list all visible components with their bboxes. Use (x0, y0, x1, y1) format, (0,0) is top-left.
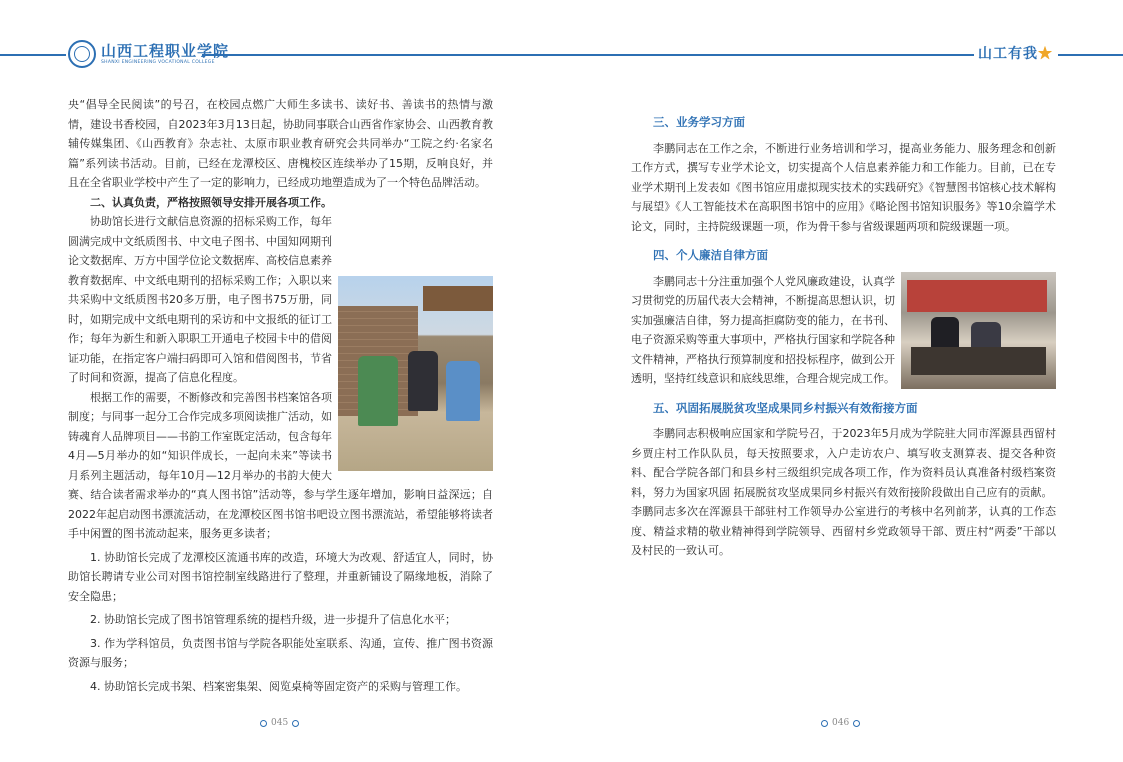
logo-chinese-name: 山西工程职业学院 (101, 41, 230, 60)
right-page (631, 113, 1056, 561)
paragraph-rural: 李鹏同志积极响应国家和学院号召，于2023年5月成为学院驻大同市浑源县西留村乡贾庄村工作队队员，每天按照要求，入户走访农户、填写收支测算表、提交各种资料、配合学院各部门和县乡村三级组织完成各项工作，作为资料员认真准备村级档案资料，努力为国家巩固 拓展脱贫攻坚成果同乡村振兴有效衔接阶段做出自己应有的贡献。 (631, 427, 1056, 499)
paragraph-procurement-text: 协助馆长进行文献信息资源的招标采购工作，每年圆满完成中文纸质图书、中文电子图书、中国知网期刊论文数据库、万方中国学位论文数据库、高校信息素养教育数据库、中文纸电期刊的招标采购工作；入职以来共采购中文纸质图书20多万册，电子图书75万册，同时，如期完成中文纸电期刊的采访和中文报纸的征订工作；每年为新生和新入职职工开通电子校园卡中的借阅证功能，在指定客户端扫码即可入馆和借阅图书，节省了时间和资源，提高了信息化程度。 (68, 215, 332, 384)
list-item: 3. 作为学科馆员，负责图书馆与学院各职能处室联系、沟通，宣传、推广图书资源资源与服务； (68, 636, 493, 669)
paragraph-rural-2: 李鹏同志多次在浑源县干部驻村工作领导办公室进行的考核中名列前茅，认真的工作态度、精益求精的敬业精神得到学院领导、西留村乡党政领导干部、贾庄村“两委”干部以及村民的一致认可。 (631, 505, 1056, 557)
list-item: 2. 协助馆长完成了图书馆管理系统的提档升级，进一步提升了信息化水平； (90, 613, 456, 626)
logo-english-name: SHANXI ENGINEERING VOCATIONAL COLLEGE (101, 59, 215, 65)
college-seal-icon (68, 40, 96, 68)
section-heading-4: 四、个人廉洁自律方面 (653, 248, 768, 262)
intro-paragraph: 央“倡导全民阅读”的号召，在校园点燃广大师生多读书、读好书、善读书的热情与激情，建设书香校园，自2023年3月13日起，协助同事联合山西省作家协会、山西教育教辅传媒集团、《山西教育》杂志社、太原市职业教育研究会共同举办“工院之约·名家名篇”系列读书活动。目前，已经在龙潭校区、唐槐校区连续举办了15期，反响良好，并且在全省职业学校中产生了一定的影响力，已经成功地塑造成为了一个特色品牌活动。 (68, 98, 493, 189)
header-rule-middle (202, 54, 974, 56)
village-visit-photo (338, 276, 493, 471)
slogan (978, 43, 1053, 63)
header-rule-right (1058, 54, 1123, 56)
page-number-right: 046 (817, 718, 864, 728)
college-logo (68, 40, 229, 68)
header-rule-left (0, 54, 66, 56)
slogan-text: 山工有我 (978, 46, 1038, 62)
paragraph-procurement (68, 212, 493, 388)
slogan-star-icon: ★ (1038, 46, 1053, 62)
paragraph-study: 李鹏同志在工作之余，不断进行业务培训和学习，提高业务能力、服务理念和创新工作方式，撰写专业学术论文，切实提高个人信息素养能力和工作能力。目前，已在专业学术期刊上发表如《图书馆应用虚拟现实技术的实践研究》《智慧图书馆核心技术解构与展望》《人工智能技术在高职图书馆中的应用》《略论图书馆知识服务》等10余篇学术论文，同时，主持院级课题一项，作为骨干参与省级课题两项和院级课题一项。 (631, 141, 1056, 233)
section-heading-2: 二、认真负责，严格按照领导安排开展各项工作。 (90, 195, 332, 209)
paragraph-integrity-text: 李鹏同志十分注重加强个人党风廉政建设，认真学习贯彻党的历届代表大会精神，不断提高思想认识，切实加强廉洁自律，努力提高拒腐防变的能力，在书刊、电子资源采购等重大事项中，严格执行国家和学院各种文件精神，严格执行预算制度和招投标程序，做到公开透明，坚持红线意识和底线思维，合理合规完成工作。 (631, 274, 895, 385)
paragraph-activities: 根据工作的需要，不断修改和完善图书档案馆各项制度；与同事一起分工合作完成多项阅读推广活动，如铸魂育人品牌项目——书韵工作室既定活动，包含每年4月—5月举办的如“知识伴成长，一起向未来”等读书月系列主题活动，每年10月—12月举办的书韵大使大赛、结合读者需求举办的“真人图书馆”活动等，参与学生逐年增加，影响日益深远；自2022年起启动图书漂流活动，在龙潭校区图书馆书吧设立图书漂流站，希望能够将读者手中闲置的图书流动起来，服务更多读者； (68, 390, 493, 540)
left-page (68, 95, 493, 696)
paragraph-integrity (631, 272, 1056, 389)
section-heading-5: 五、巩固拓展脱贫攻坚成果同乡村振兴有效衔接方面 (653, 400, 918, 415)
list-item: 1. 协助馆长完成了龙潭校区流通书库的改造，环境大为改观、舒适宜人，同时，协助馆长聘请专业公司对图书馆控制室线路进行了整理，并重新铺设了隔缘地板，消除了安全隐患； (68, 550, 493, 603)
meeting-photo (901, 272, 1056, 389)
section-heading-3: 三、业务学习方面 (653, 115, 745, 129)
list-item: 4. 协助馆长完成书架、档案密集架、阅览桌椅等固定资产的采购与管理工作。 (90, 679, 467, 693)
page-number-left: 045 (256, 718, 303, 728)
